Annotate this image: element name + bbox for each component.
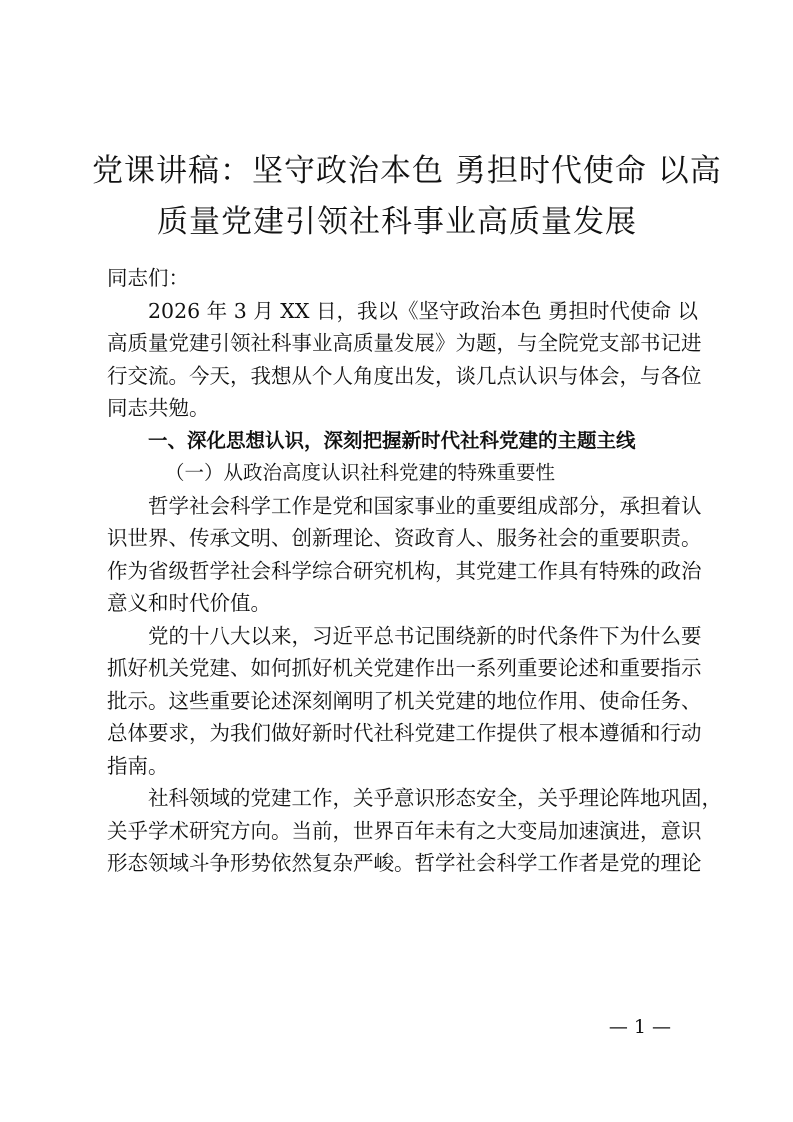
paragraph-line: 党的十八大以来，习近平总书记围绕新的时代条件下为什么要 bbox=[148, 623, 702, 648]
paragraph-3 bbox=[107, 782, 722, 880]
page-number: — 1 — bbox=[608, 1016, 671, 1038]
title-line-1: 党课讲稿：坚守政治本色 勇担时代使命 以高 bbox=[92, 153, 722, 189]
paragraph-line: 指南。 bbox=[107, 753, 169, 778]
subsection-heading-1-1: （一）从政治高度认识社科党建的特殊重要性 bbox=[165, 461, 556, 484]
paragraph-line: 关乎学术研究方向。当前，世界百年未有之大变局加速演进，意识 bbox=[107, 818, 702, 843]
paragraph-line: 抓好机关党建、如何抓好机关党建作出一系列重要论述和重要指示 bbox=[107, 656, 702, 680]
salutation: 同志们： bbox=[107, 266, 189, 290]
document-title bbox=[92, 146, 722, 248]
paragraph-line: 形态领域斗争形势依然复杂严峻。哲学社会科学工作者是党的理论 bbox=[107, 851, 702, 875]
paragraph-line: 同志共勉。 bbox=[107, 396, 210, 420]
paragraph-line: 批示。这些重要论述深刻阐明了机关党建的地位作用、使命任务、 bbox=[107, 688, 702, 713]
title-line-2: 质量党建引领社科事业高质量发展 bbox=[157, 204, 637, 240]
paragraph-line: 识世界、传承文明、创新理论、资政育人、服务社会的重要职责。 bbox=[107, 526, 702, 550]
paragraph-line: 哲学社会科学工作是党和国家事业的重要组成部分，承担着认 bbox=[148, 493, 702, 518]
paragraph-2 bbox=[107, 620, 702, 783]
paragraph-line: 社科领域的党建工作，关乎意识形态安全，关乎理论阵地巩固， bbox=[148, 786, 722, 810]
paragraph-line: 行交流。今天，我想从个人角度出发，谈几点认识与体会，与各位 bbox=[107, 363, 702, 388]
intro-paragraph bbox=[107, 295, 702, 425]
paragraph-line: 作为省级哲学社会科学综合研究机构，其党建工作具有特殊的政治 bbox=[107, 558, 702, 583]
document-body bbox=[107, 262, 722, 880]
paragraph-line: 高质量党建引领社科事业高质量发展》为题，与全院党支部书记进 bbox=[107, 331, 702, 355]
paragraph-1 bbox=[107, 490, 702, 620]
section-heading-1: 一、深化思想认识，深刻把握新时代社科党建的主题主线 bbox=[148, 428, 636, 452]
paragraph-line: 意义和时代价值。 bbox=[107, 591, 271, 615]
paragraph-line: 2026 年 3 月 XX 日，我以《坚守政治本色 勇担时代使命 以 bbox=[148, 298, 699, 323]
paragraph-line: 总体要求，为我们做好新时代社科党建工作提供了根本遵循和行动 bbox=[107, 721, 702, 745]
